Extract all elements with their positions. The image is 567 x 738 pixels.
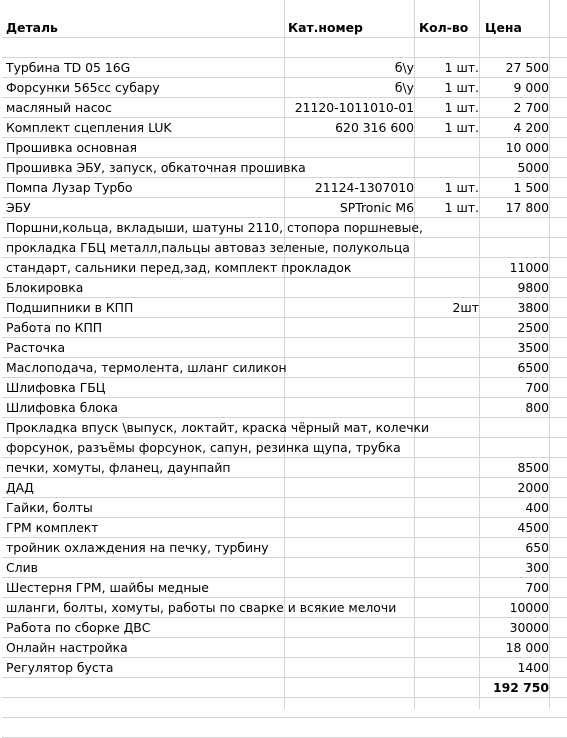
cell-name[interactable]: Гайки, болты (6, 500, 93, 515)
cell-price[interactable]: 4500 (517, 520, 549, 535)
header-cat[interactable]: Кат.номер (288, 20, 363, 35)
cell-qty[interactable]: 2шт (452, 300, 479, 315)
cell-price[interactable]: 2 700 (513, 100, 549, 115)
cell-price[interactable]: 9 000 (513, 80, 549, 95)
cell-name[interactable]: Шестерня ГРМ, шайбы медные (6, 580, 209, 595)
table-row[interactable] (2, 518, 567, 538)
cell-name[interactable]: печки, хомуты, фланец, даунпайп (6, 460, 231, 475)
cell-qty[interactable]: 1 шт. (444, 200, 479, 215)
cell-price[interactable]: 800 (525, 400, 549, 415)
cell-qty[interactable]: 1 шт. (444, 100, 479, 115)
header-name[interactable]: Деталь (6, 20, 58, 35)
table-row[interactable] (2, 378, 567, 398)
cell-name[interactable]: Работа по сборке ДВС (6, 620, 151, 635)
table-row[interactable] (2, 618, 567, 638)
cell-name[interactable]: стандарт, сальники перед,зад, комплект прокладок (6, 260, 352, 275)
cell-name[interactable]: форсунок, разъёмы форсунок, сапун, резинка щупа, трубка (6, 440, 401, 455)
cell-price[interactable]: 1 500 (513, 180, 549, 195)
cell-cat[interactable]: SPTronic M6 (339, 200, 414, 215)
cell-cat[interactable]: б\у (394, 60, 414, 75)
cell-name[interactable]: тройник охлаждения на печку, турбину (6, 540, 269, 555)
table-row[interactable] (2, 638, 567, 658)
grid-row-line (2, 717, 567, 718)
table-row[interactable] (2, 258, 567, 278)
cell-price[interactable]: 1400 (517, 660, 549, 675)
table-row[interactable] (2, 138, 567, 158)
table-row[interactable] (2, 98, 567, 118)
cell-name[interactable]: Регулятор буста (6, 660, 114, 675)
cell-name[interactable]: Шлифовка блока (6, 400, 118, 415)
cell-price[interactable]: 30000 (509, 620, 549, 635)
cell-cat[interactable]: 21124-1307010 (314, 180, 414, 195)
total-price[interactable]: 192 750 (492, 680, 549, 695)
table-row[interactable] (2, 198, 567, 218)
table-row[interactable] (2, 318, 567, 338)
table-row[interactable] (2, 338, 567, 358)
cell-price[interactable]: 3800 (517, 300, 549, 315)
cell-name[interactable]: Форсунки 565cc субару (6, 80, 160, 95)
cell-cat[interactable]: б\у (394, 80, 414, 95)
cell-name[interactable]: Блокировка (6, 280, 84, 295)
table-row[interactable] (2, 118, 567, 138)
total-row[interactable] (2, 678, 567, 698)
table-row[interactable] (2, 218, 567, 238)
table-row[interactable] (2, 158, 567, 178)
cell-qty[interactable]: 1 шт. (444, 120, 479, 135)
cell-price[interactable]: 10 000 (505, 140, 549, 155)
cell-price[interactable]: 400 (525, 500, 549, 515)
cell-name[interactable]: прокладка ГБЦ металл,пальцы автоваз зеленые, полукольца (6, 240, 410, 255)
cell-qty[interactable]: 1 шт. (444, 60, 479, 75)
table-row[interactable] (2, 458, 567, 478)
cell-price[interactable]: 18 000 (505, 640, 549, 655)
cell-name[interactable]: Прошивка ЭБУ, запуск, обкаточная прошивка (6, 160, 306, 175)
table-row[interactable] (2, 178, 567, 198)
cell-price[interactable]: 9800 (517, 280, 549, 295)
cell-price[interactable]: 2500 (517, 320, 549, 335)
table-row[interactable] (2, 418, 567, 438)
cell-price[interactable]: 17 800 (505, 200, 549, 215)
header-row[interactable] (2, 18, 567, 38)
table-row[interactable] (2, 478, 567, 498)
cell-name[interactable]: Подшипники в КПП (6, 300, 134, 315)
cell-price[interactable]: 10000 (509, 600, 549, 615)
cell-price[interactable]: 650 (525, 540, 549, 555)
cell-name[interactable]: ЭБУ (6, 200, 31, 215)
cell-name[interactable]: Работа по КПП (6, 320, 103, 335)
cell-cat[interactable]: 620 316 600 (335, 120, 414, 135)
table-row[interactable] (2, 358, 567, 378)
table-row[interactable] (2, 398, 567, 418)
cell-price[interactable]: 11000 (509, 260, 549, 275)
cell-name[interactable]: Комплект сцепления LUK (6, 120, 172, 135)
cell-name[interactable]: Турбина TD 05 16G (6, 60, 131, 75)
spreadsheet (2, 0, 567, 709)
cell-name[interactable]: Расточка (6, 340, 66, 355)
table-row[interactable] (2, 558, 567, 578)
table-row[interactable] (2, 278, 567, 298)
cell-price[interactable]: 5000 (517, 160, 549, 175)
cell-name[interactable]: Поршни,кольца, вкладыши, шатуны 2110, стопора поршневые, (6, 220, 423, 235)
cell-name[interactable]: Онлайн настройка (6, 640, 128, 655)
header-price[interactable]: Цена (485, 20, 522, 35)
cell-name[interactable]: шланги, болты, хомуты, работы по сварке и всякие мелочи (6, 600, 397, 615)
cell-qty[interactable]: 1 шт. (444, 80, 479, 95)
cell-price[interactable]: 700 (525, 380, 549, 395)
cell-name[interactable]: масляный насос (6, 100, 112, 115)
table-row[interactable] (2, 438, 567, 458)
cell-price[interactable]: 2000 (517, 480, 549, 495)
cell-price[interactable]: 8500 (517, 460, 549, 475)
cell-cat[interactable]: 21120-1011010-01 (294, 100, 414, 115)
table-row[interactable] (2, 58, 567, 78)
cell-name[interactable]: Маслоподача, термолента, шланг силикон (6, 360, 287, 375)
cell-price[interactable]: 3500 (517, 340, 549, 355)
table-row[interactable] (2, 598, 567, 618)
cell-name[interactable]: Прокладка впуск \выпуск, локтайт, краска чёрный мат, колечки (6, 420, 430, 435)
cell-price[interactable]: 700 (525, 580, 549, 595)
cell-price[interactable]: 27 500 (505, 60, 549, 75)
table-row[interactable] (2, 238, 567, 258)
cell-price[interactable]: 6500 (517, 360, 549, 375)
cell-name[interactable]: Прошивка основная (6, 140, 137, 155)
cell-name[interactable]: Слив (6, 560, 38, 575)
cell-qty[interactable]: 1 шт. (444, 180, 479, 195)
header-qty[interactable]: Кол-во (419, 20, 469, 35)
cell-price[interactable]: 4 200 (513, 120, 549, 135)
cell-price[interactable]: 300 (525, 560, 549, 575)
cell-name[interactable]: Помпа Лузар Турбо (6, 180, 133, 195)
table-row[interactable] (2, 38, 567, 58)
table-row[interactable] (2, 538, 567, 558)
table-row[interactable] (2, 658, 567, 678)
table-row[interactable] (2, 498, 567, 518)
table-row[interactable] (2, 298, 567, 318)
table-row[interactable] (2, 78, 567, 98)
cell-name[interactable]: ДАД (6, 480, 34, 495)
table-row[interactable] (2, 578, 567, 598)
cell-name[interactable]: ГРМ комплект (6, 520, 99, 535)
cell-name[interactable]: Шлифовка ГБЦ (6, 380, 106, 395)
